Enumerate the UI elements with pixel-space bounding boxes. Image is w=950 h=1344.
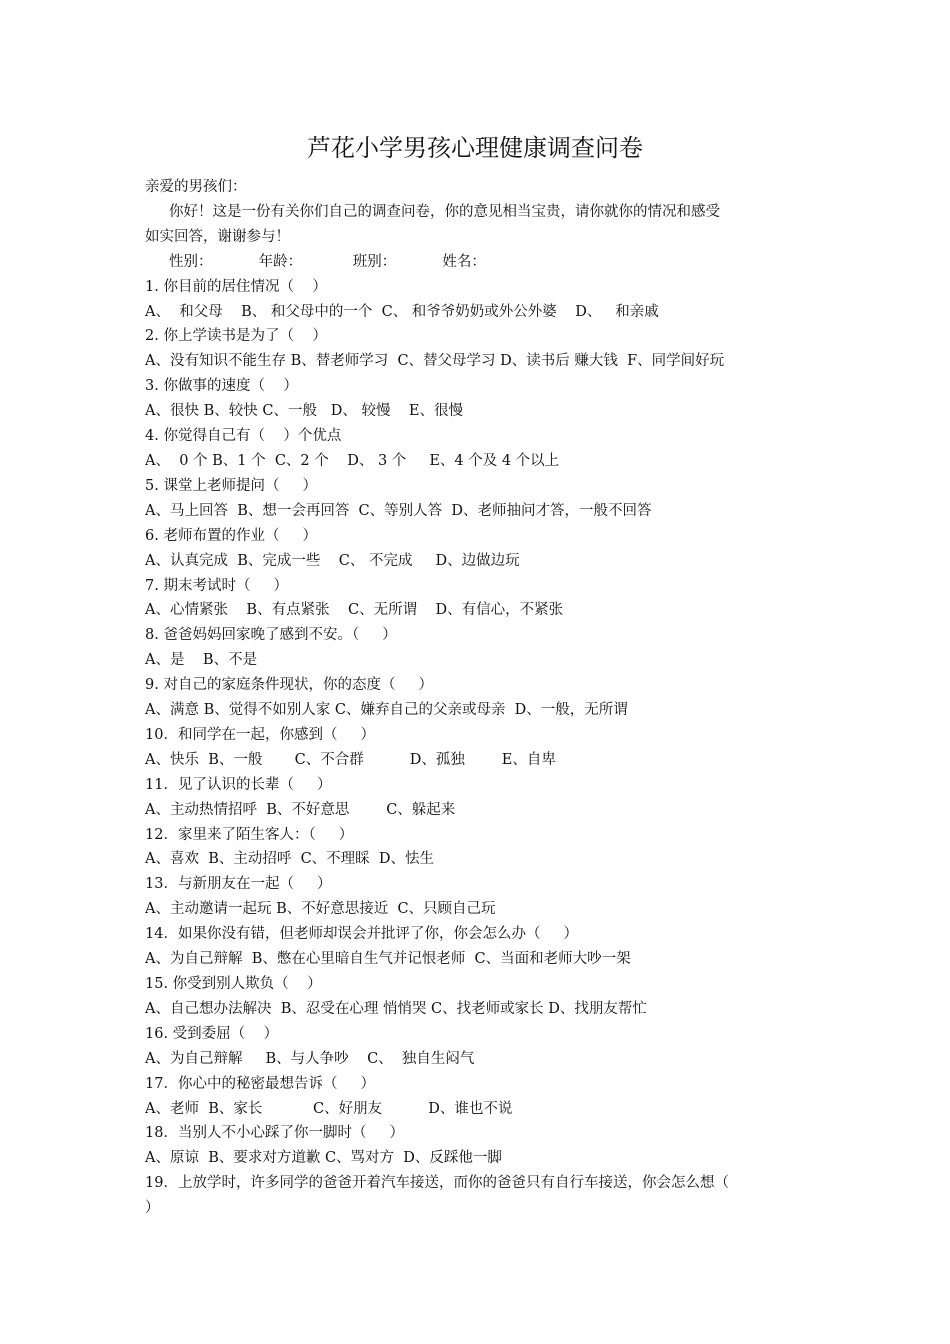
question-line: 8. 爸爸妈妈回家晚了感到不安。（ ） [145,627,397,644]
answer-options-line: A、马上回答 B、想一会再回答 C、等别人答 D、老师抽问才答，一般不回答 [145,502,652,519]
answer-options-line: A、为自己辩解 B、憋在心里暗自生气并记恨老师 C、当面和老师大吵一架 [145,951,631,968]
question-line: 4. 你觉得自己有（ ）个优点 [145,428,342,445]
question-line: 6. 老师布置的作业（ ） [145,527,317,544]
answer-options-line: A、原谅 B、要求对方道歉 C、骂对方 D、反踩他一脚 [145,1150,502,1167]
question-line: 9. 对自己的家庭条件现状，你的态度（ ） [145,677,433,694]
answer-options-line: A、 和父母 B、 和父母中的一个 C、 和爷爷奶奶或外公外婆 D、 和亲戚 [145,303,659,320]
question-line: 18．当别人不小心踩了你一脚时（ ） [145,1125,404,1142]
question-line: 3. 你做事的速度（ ） [145,378,298,395]
answer-options-line: A、 0 个 B、1 个 C、2 个 D、 3 个 E、4 个及 4 个以上 [145,452,560,469]
question-line: 11．见了认识的长辈（ ） [145,776,332,793]
question-line: 15. 你受到别人欺负（ ） [145,976,322,992]
answer-options-line: A、主动热情招呼 B、不好意思 C、躲起来 [145,801,456,818]
question-line: 5. 课堂上老师提问（ ） [145,477,317,494]
question-list [145,275,810,1221]
page-title: 芦花小学男孩心理健康调查问卷 [307,134,643,162]
intro-text-line-2: 如实回答，谢谢参与！ [145,228,290,245]
answer-options-line: A、心情紧张 B、有点紧张 C、无所谓 D、有信心，不紧张 [145,602,564,619]
answer-options-line: A、是 B、不是 [145,652,258,669]
answer-options-line: A、认真完成 B、完成一些 C、 不完成 D、边做边玩 [145,552,520,569]
intro-text-line-1: 你好！这是一份有关你们自己的调查问卷，你的意见相当宝贵，请你就你的情况和感受 [169,203,720,220]
answer-options-line: A、很快 B、较快 C、一般 D、 较慢 E、很慢 [145,403,464,420]
answer-options-line: A、快乐 B、一般 C、不合群 D、孤独 E、自卑 [145,751,556,768]
question-line: 14．如果你没有错，但老师却误会并批评了你，你会怎么办（ ） [145,926,578,943]
question-line: 12．家里来了陌生客人：（ ） [145,826,354,843]
question-line: 1. 你目前的居住情况（ ） [145,278,327,295]
answer-options-line: A、没有知识不能生存 B、替老师学习 C、替父母学习 D、读书后 赚大钱 F、同学间好玩 [145,353,725,370]
question-line: 13．与新朋友在一起（ ） [145,876,332,893]
answer-options-line: A、自己想办法解决 B、忍受在心理 悄悄哭 C、找老师或家长 D、找朋友帮忙 [145,1000,647,1017]
answer-options-line: A、老师 B、家长 C、好朋友 D、谁也不说 [145,1100,513,1117]
answer-options-line: A、满意 B、觉得不如别人家 C、嫌弃自己的父亲或母亲 D、一般，无所谓 [145,702,628,719]
question-line: 10．和同学在一起，你感到（ ） [145,726,375,743]
greeting: 亲爱的男孩们： [145,179,247,195]
answer-options-line: A、为自己辩解 B、与人争吵 C、 独自生闷气 [145,1050,475,1067]
question-line: 7. 期末考试时（ ） [145,577,288,594]
question-line: 16. 受到委屈（ ） [145,1025,279,1042]
question-line: 2. 你上学读书是为了（ ） [145,328,327,345]
answer-options-line: A、主动邀请一起玩 B、不好意思接近 C、只顾自己玩 [145,901,496,918]
question-line: 19．上放学时，许多同学的爸爸开着汽车接送，而你的爸爸只有自行车接送，你会怎么想（ [145,1175,729,1192]
question-line: ） [145,1200,160,1217]
question-line: 17．你心中的秘密最想告诉（ ） [145,1075,375,1092]
answer-options-line: A、喜欢 B、主动招呼 C、不理睬 D、怯生 [145,851,435,868]
respondent-info-fields: 性别： 年龄： 班别： 姓名： [169,253,486,270]
questionnaire-body [145,175,810,1221]
